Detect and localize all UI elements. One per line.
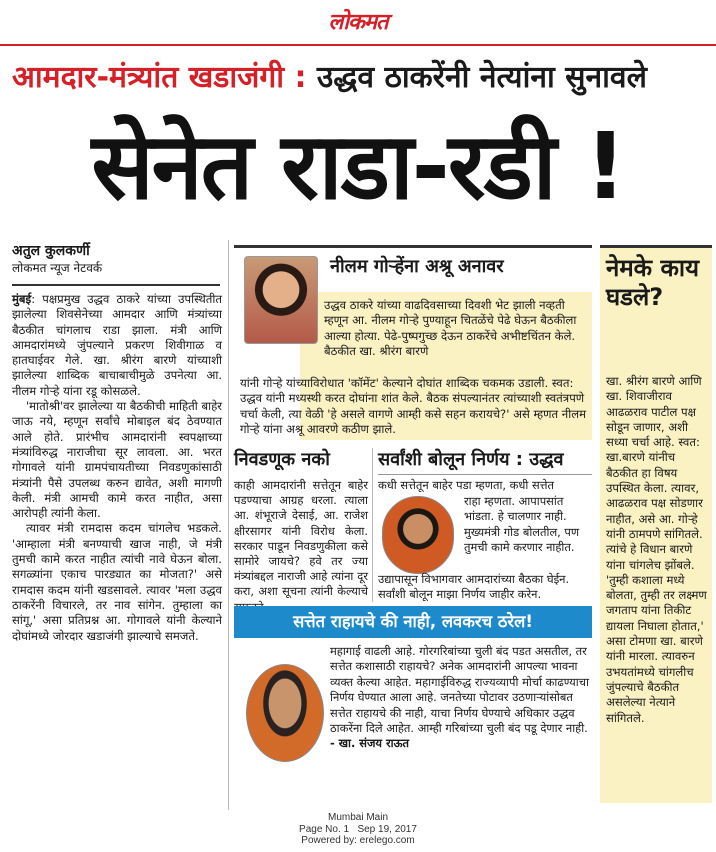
kicker-headline <box>12 56 712 100</box>
footer-date: Sep 19, 2017 <box>357 823 417 835</box>
nivadnuk-text: काही आमदारांनी सत्तेतून बाहेर पडण्याचा आग्रह धरला. त्याला आ. शंभूराजे देसाई, आ. राजेश क्षीरसागर यांनी विरोध केला. सरकार पाडून निवडणुकीला कसे सामोरे जायचे? हवे तर ज्या मंत्र्यांबद्दल नाराजी आहे त्यांना दूर करा, अशा सूचना त्यांनी केल्याचे <box>234 478 368 599</box>
nivadnuk-title: निवडणूक नको <box>234 449 330 470</box>
story-paragraph-text: : पक्षप्रमुख उद्धव ठाकरे यांच्या उपस्थितीत झालेल्या शिवसेनेच्या आमदार आणि मंत्र्यांच्या बैठकीत चांगलाच राडा झाला. मंत्री आणि आमदारांमध्ये जुंपल्याने प्रकरण शिवीगाळ व हातघाईवर गेले. खा. श्रीरंग बारणे यांच्याशी झालेल्या शाब्दिक बाचाबाचीमुळे उपनेत्या आ. नीलम गोऱ्हे यांना रडू कोसळले. <box>12 292 222 398</box>
masthead <box>0 0 716 46</box>
footer-page: Page No. 1 <box>299 823 350 835</box>
neelam-box <box>234 245 592 443</box>
column-divider <box>228 240 229 810</box>
uddhav-title: सर्वांशी बोलून निर्णय : उद्धव <box>378 449 564 470</box>
main-story <box>12 292 222 644</box>
uddhav-text-3: उद्यापासून विभागवार आमदारांच्या बैठका घेईन. सर्वांशी बोलून माझा निर्णय जाहीर करेन. <box>378 572 570 602</box>
neelam-gorhe-photo <box>244 256 318 344</box>
uddhav-thackeray-photo <box>382 496 454 574</box>
story-paragraph: त्यावर मंत्री रामदास कदम चांगलेच भडकले. 'आम्हाला मंत्री बनण्याची खाज नाही, जे मंत्री तुमची कामे करत नाहीत त्यांची नावे घेऊन बोला. सगळ्यांना एकाच पारड्यात का मोजता?' असे रामदास कदम यांनी खडसावले. त्यावर 'मला उद्धव ठाकरेंनी विचारले, तर नाव सांगेन. तुम्हाला का सांगू,' असा प्रतिप्रश्न आ. गोगावले यांनी केल्याने दोघांमध्ये जोरदार खडाजंगी झाल्याचे समजते. <box>12 521 222 643</box>
uddhav-title-rule <box>378 474 592 475</box>
byline-name: अतुल कुलकर्णी <box>12 243 90 259</box>
lokmat-logo: लोकमत <box>328 10 388 35</box>
raut-signature: - खा. संजय राऊत <box>330 736 410 751</box>
raut-body: महागाई वाढली आहे. गोरगरिबांच्या चुली बंद पडत असतील, तर सत्तेत कशासाठी राहायचे? अनेक आमदारांनी आपल्या भावना व्यक्त केल्या आहेत. महागाईविरुद्ध राज्यव्यापी मोर्चा काढण्याचा निर्णय घेण्यात आला आहे. जनतेच्या पोटावर उठणाऱ्यांसोबत सत्तेत राहायचे की नाही, याचा निर्णय घेण्याचे अधिकार उद्धव ठाकरेंना दिले आहेत. आम्ही गरिबांच्या चुली बंद पडू देणार नाही. <box>330 644 589 736</box>
main-headline: सेनेत राडा-रडी ! <box>91 113 625 220</box>
uddhav-box <box>378 448 592 603</box>
page-footer <box>250 812 466 847</box>
raut-banner: सत्तेत राहायचे की नाही, लवकरच ठरेल! <box>234 606 592 638</box>
uddhav-text-1: कधी सत्तेतून बाहेर पडा म्हणता, कधी सत्तेत <box>378 478 555 492</box>
story-paragraph <box>12 292 222 399</box>
dateline: मुंबई <box>12 292 32 306</box>
masthead-rule <box>0 44 716 46</box>
kicker-part-2: उद्धव ठाकरेंनी नेत्यांना सुनावले <box>306 60 647 95</box>
sidebar-heading: नेमके काय घडले? <box>606 254 700 311</box>
neelam-text-2: यांनी गोऱ्हे यांच्याविरोधात 'कॉमेंट' केल्याने दोघांत शाब्दिक चकमक उडाली. स्वत: उद्धव यांनी मध्यस्थी करत दोघांना शांत केले. बैठक संपल्यानंतर त्यांच्याशी स्वतंत्रपणे चर्चा केली, त्या वेळी 'हे असले वागणे आम्ही कसे सहन करायचे?' असे म्हणत नीलम गोऱ्हे यांना अश्रू आवरणे कठीण झाले. <box>240 376 587 437</box>
footer-edition: Mumbai Main <box>327 812 389 823</box>
raut-text <box>330 644 592 752</box>
nivadnuk-box <box>234 448 368 615</box>
inner-column-divider <box>372 448 373 602</box>
neelam-title: नीलम गोऱ्हेंना अश्रू अनावर <box>330 256 504 277</box>
byline-org: लोकमत न्यूज नेटवर्क <box>12 261 103 275</box>
sidebar-box <box>600 245 712 803</box>
neelam-text-1: उद्धव ठाकरे यांच्या वाढदिवसाच्या दिवशी भेट झाली नव्हती म्हणून आ. नीलम गोऱ्हे पुण्याहून चितळेंचे पेढे घेऊन बैठकीला आल्या होत्या. पेढे-पुष्पगुच्छ देऊन ठाकरेंचे अभीष्टचिंतन केले. बैठकीत खा. श्रीरंग बारणे <box>324 298 577 359</box>
footer-powered: Powered by: erelego.com <box>301 835 415 846</box>
byline <box>12 242 222 276</box>
uddhav-text-2: राहा म्हणता. आपापसांत भांडता. हे चालणार नाही. मुख्यमंत्री गोड बोलतील, पण तुमची कामे करणार नाहीत. <box>464 494 580 555</box>
sidebar-text: खा. श्रीरंग बारणे आणि खा. शिवाजीराव आढळराव पाटील पक्ष सोडून जाणार, अशी सध्या चर्चा आहे. स्वत: खा.बारणे यांनीच बैठकीत हा विषय उपस्थित केला. त्यावर, आढळराव पक्ष सोडणार नाहीत, असे आ. गोऱ्हे यांनी ठामपणे सांगितले. त्यांचे हे विधान बारणे यांना चांगलेच झोंबले. 'तुम्ही कशाला मध्ये बोलता, तुम्ही तर लक्ष्मण जगताप यांना तिकीट द्यायला निघाला होतात,' असा टोमणा खा. बारणे यांनी मारला. त्यावरुन उभयतांमध्ये चांगलीच जुंपल्याचे बैठकीत असलेल्या नेत्याने सांगितले. <box>606 374 707 725</box>
byline-divider <box>12 284 220 286</box>
sanjay-raut-photo <box>246 664 324 762</box>
story-paragraph: 'मातोश्री'वर झालेल्या या बैठकीची माहिती बाहेर जाऊ नये, म्हणून सर्वांचे मोबाइल बंद ठेवण्यात आले होते. प्रारंभीच आमदारांनी स्वपक्षाच्या मंत्र्यांविरुद्ध नाराजीचा सूर लावला. आ. भरत गोगावले यांनी ग्रामपंचायतीच्या निवडणुकांसाठी मंत्र्यांनी पैसे उपलब्ध करुन द्यावेत, अशी मागणी केली. मंत्री आमची कामे करत नाहीत, असा आरोपही त्यांनी केला. <box>12 399 222 521</box>
footer-page-date <box>250 824 466 836</box>
kicker-part-1: आमदार-मंत्र्यांत खडाजंगी : <box>12 60 307 95</box>
